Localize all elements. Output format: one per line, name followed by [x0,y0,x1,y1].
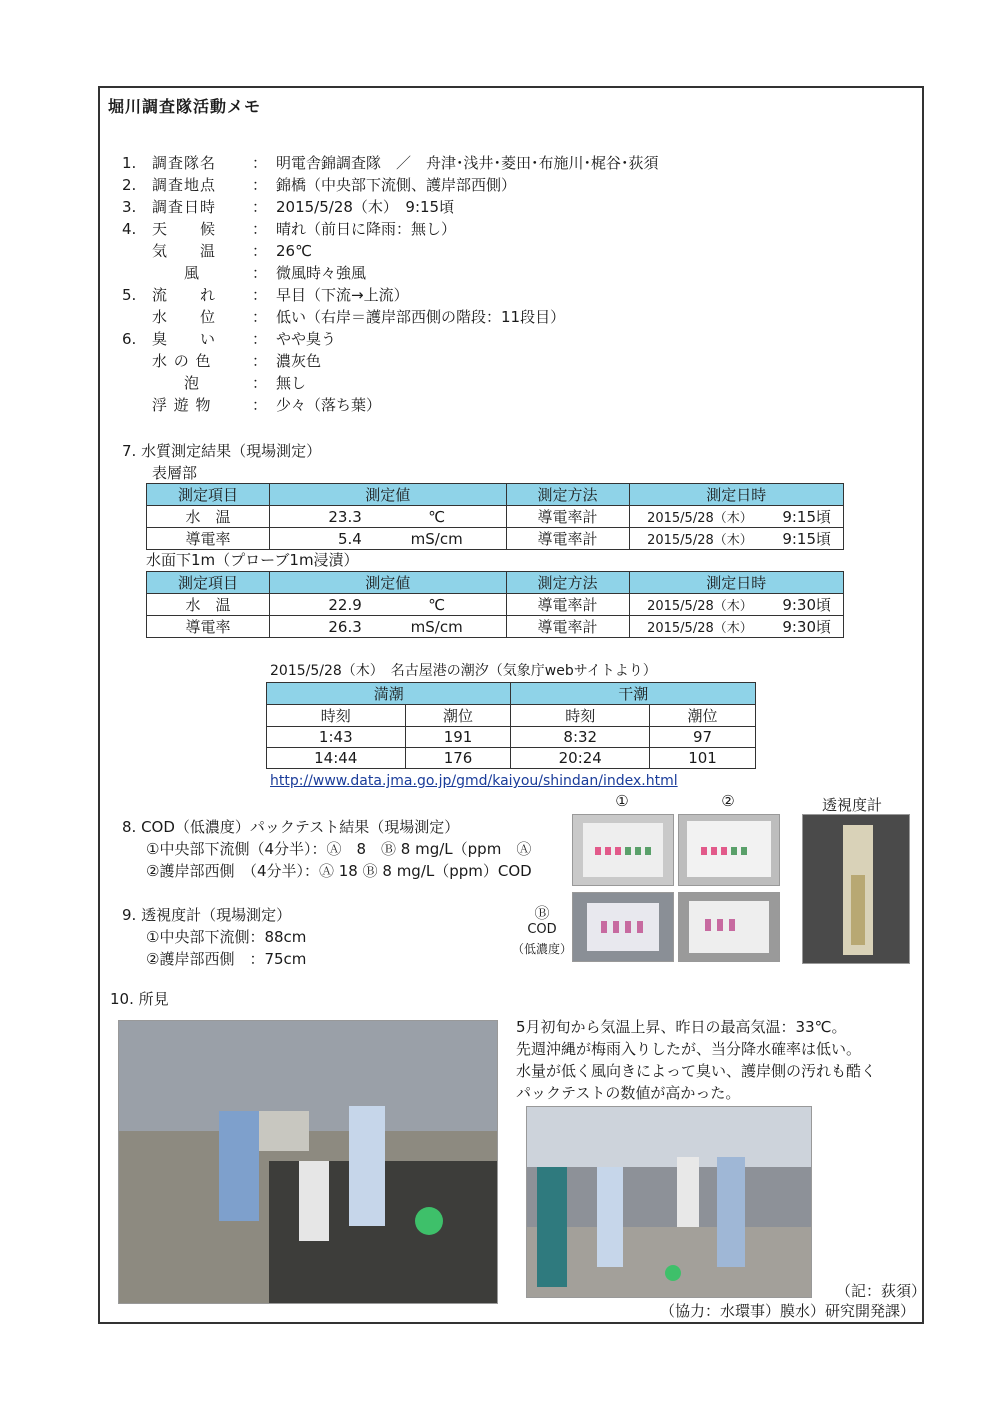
tide-cell: 20:24 [511,748,650,769]
cell-method: 導電率計 [506,594,629,616]
sub-header: 時刻 [267,705,406,727]
packtest-photo-1a [572,814,674,886]
header-method: 測定方法 [506,572,629,594]
info-value: 少々（落ち葉） [276,396,382,414]
info-colon: ： [252,198,268,216]
header-method: 測定方法 [506,484,629,506]
info-label: 風 [152,264,201,282]
info-row [0,372,1000,394]
info-label: 調査日時 [152,198,217,216]
info-label: 水 位 [152,308,217,326]
cell-unit: ℃ [368,594,506,616]
table-row [147,528,844,550]
cell-value: 22.9 [270,594,368,616]
info-colon: ： [252,154,268,172]
info-value: 無し [276,374,307,392]
sub-header: 潮位 [650,705,756,727]
tide-cell: 97 [650,727,756,748]
info-colon: ： [252,308,268,326]
section-7-heading: 7. 水質測定結果（現場測定） [122,442,322,460]
info-row [0,350,1000,372]
header-value: 測定値 [270,484,507,506]
info-value: 2015/5/28（木） 9:15頃 [276,198,455,216]
info-colon: ： [252,330,268,348]
photo-label-2: ② [721,792,735,810]
info-row [0,394,1000,416]
info-value: 26℃ [276,242,312,260]
table-row [267,748,756,769]
header-item: 測定項目 [147,572,270,594]
tide-table [266,682,756,769]
photo-label-1: ① [615,792,629,810]
remark-line-3: 水量が低く風向きによって臭い、護岸側の汚れも酷く [516,1062,877,1080]
cell-time: 9:15頃 [770,506,843,528]
page-title: 堀川調査隊活動メモ [108,97,262,116]
cell-value: 26.3 [270,616,368,638]
photo-b-cod: COD [527,922,557,937]
photo-b-mark: Ⓑ [534,904,550,922]
jma-link[interactable]: http://www.data.jma.go.jp/gmd/kaiyou/shindan/index.html [270,773,678,789]
sub-header: 時刻 [511,705,650,727]
info-row [0,262,1000,284]
info-label: 天 候 [152,220,217,238]
photo-label-3: 透視度計 [821,796,882,814]
info-row [0,218,1000,240]
low-tide-header: 干潮 [511,683,756,705]
info-value: やや臭う [276,330,337,348]
cell-time: 9:15頃 [770,528,843,550]
info-label: 気 温 [152,242,217,260]
cod-line-1: ①中央部下流側（4分半）：Ⓐ 8 Ⓑ 8 mg/L（ppm Ⓐ [146,840,532,858]
under-label: 水面下1m（プローブ1m浸漬） [146,551,359,569]
cell-item: 導電率 [147,528,270,550]
cell-unit: mS/cm [368,616,506,638]
cell-date: 2015/5/28（木） [629,528,770,550]
sub-header: 潮位 [405,705,511,727]
info-row [0,306,1000,328]
field-photo-1 [118,1020,498,1304]
transparency-line-1: ①中央部下流側：88cm [146,928,307,946]
info-label: 調査地点 [152,176,217,194]
header-date: 測定日時 [629,484,843,506]
table-row [267,727,756,748]
section-8-heading: 8. COD（低濃度）パックテスト結果（現場測定） [122,818,460,836]
section-10-heading: 10. 所見 [110,990,169,1008]
info-value: 晴れ（前日に降雨：無し） [276,220,457,238]
info-value: 低い（右岸＝護岸部西側の階段：11段目） [276,308,566,326]
cooperation-note: （協力：水環事）膜水）研究開発課） [660,1302,916,1320]
packtest-photo-1b [572,892,674,962]
underwater-table [146,571,844,638]
cell-method: 導電率計 [506,528,629,550]
cell-item: 導電率 [147,616,270,638]
header-date: 測定日時 [629,572,843,594]
header-item: 測定項目 [147,484,270,506]
cell-unit: ℃ [368,506,506,528]
remark-line-2: 先週沖縄が梅雨入りしたが、当分降水確率は低い。 [516,1040,862,1058]
author-note: （記：荻須） [836,1282,927,1300]
info-label: 泡 [152,374,201,392]
remark-line-1: 5月初旬から気温上昇、昨日の最高気温：33℃。 [516,1018,847,1036]
table-row [147,616,844,638]
cell-time: 9:30頃 [770,616,843,638]
info-row [0,240,1000,262]
info-value: 微風時々強風 [276,264,367,282]
info-colon: ： [252,176,268,194]
cell-method: 導電率計 [506,506,629,528]
info-label: 臭 い [152,330,217,348]
info-colon: ： [252,264,268,282]
info-value: 錦橋（中央部下流側、護岸部西側） [276,176,517,194]
remark-line-4: パックテストの数値が高かった。 [516,1084,741,1102]
field-photo-2 [526,1106,812,1298]
cell-method: 導電率計 [506,616,629,638]
info-num: 5. [122,286,137,304]
packtest-photo-2a [678,814,780,886]
cell-value: 5.4 [270,528,368,550]
tide-cell: 1:43 [267,727,406,748]
cell-unit: mS/cm [368,528,506,550]
cell-time: 9:30頃 [770,594,843,616]
tide-cell: 14:44 [267,748,406,769]
transparency-line-2: ②護岸部西側 ：75cm [146,950,307,968]
info-num: 3. [122,198,137,216]
info-row [0,284,1000,306]
info-value: 濃灰色 [276,352,322,370]
cell-date: 2015/5/28（木） [629,616,770,638]
surface-label: 表層部 [152,464,198,482]
section-9-heading: 9. 透視度計（現場測定） [122,906,292,924]
tide-caption: 2015/5/28（木） 名古屋港の潮汐（気象庁webサイトより） [270,663,657,679]
info-row [0,328,1000,350]
header-value: 測定値 [270,572,507,594]
tide-cell: 191 [405,727,511,748]
info-label: 水 の 色 [152,352,212,370]
info-row [0,174,1000,196]
info-value: 明電舎錦調査隊 ／ 舟津･浅井･菱田･布施川･梶谷･荻須 [276,154,659,172]
cell-value: 23.3 [270,506,368,528]
transparency-meter-photo [802,814,910,964]
info-label: 浮 遊 物 [152,396,212,414]
info-colon: ： [252,242,268,260]
info-label: 流 れ [152,286,217,304]
info-num: 4. [122,220,137,238]
info-row [0,152,1000,174]
table-row [147,506,844,528]
photo-b-low: （低濃度） [511,942,572,956]
info-colon: ： [252,396,268,414]
info-row [0,196,1000,218]
cod-line-2: ②護岸部西側 （4分半）：Ⓐ 18 Ⓑ 8 mg/L（ppm）COD [146,862,532,880]
info-label: 調査隊名 [152,154,217,172]
info-colon: ： [252,374,268,392]
tide-cell: 176 [405,748,511,769]
info-num: 2. [122,176,137,194]
info-num: 6. [122,330,137,348]
tide-cell: 8:32 [511,727,650,748]
info-num: 1. [122,154,137,172]
cell-date: 2015/5/28（木） [629,594,770,616]
table-row [147,594,844,616]
info-colon: ： [252,220,268,238]
tide-cell: 101 [650,748,756,769]
surface-table [146,483,844,550]
packtest-photo-2b [678,892,780,962]
info-colon: ： [252,352,268,370]
cell-item: 水 温 [147,506,270,528]
high-tide-header: 満潮 [267,683,511,705]
cell-item: 水 温 [147,594,270,616]
info-value: 早目（下流→上流） [276,286,409,304]
info-colon: ： [252,286,268,304]
cell-date: 2015/5/28（木） [629,506,770,528]
